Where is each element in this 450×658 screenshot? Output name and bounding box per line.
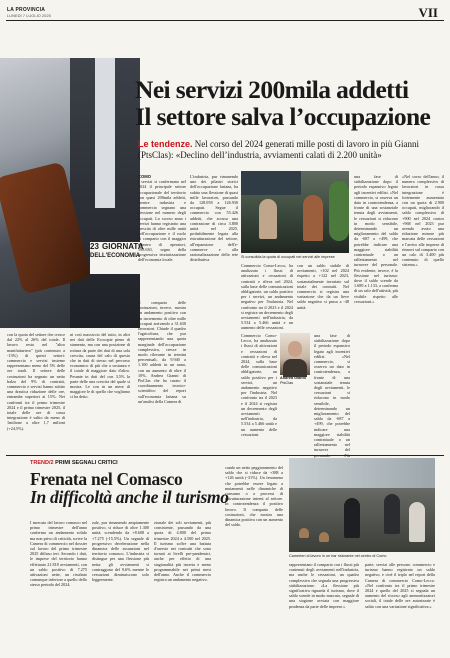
badge-label: GIORNATA bbox=[102, 242, 144, 251]
article-column-2-text: L'industria, pur rimanendo uno dei pilastri storici dell'occupazione lariana, ha subito una flessione di quasi mille lavoratori, passando da 128.058 a 126.930 occupati. Segue il commercio con 55.426 addetti, che accusa una contrazione di circa 3.800 unità nel 2025, probabilmente legata alla ristrutturazione del settore, all'espansione dell'e-commerce e alla razionalizzazione della rete distributiva. bbox=[190, 174, 238, 263]
left-column-text: con la quota del settore che cresce dal 22% al 26% del totale. Il lavoro resta nel "altro manifatturiero" (più contenuto a -13%) di questi settori: commercio e servizi insieme rappresentano meno del 5% delle ore totali. Il settore delle costruzioni ha segnato un netto balzo del 9% di contratti, commercio e servizi hanno subito una drastica riduzione delle ore, entrambe superiori ai 15%. Nei confronti tra il primo trimestre 2024 e il primo trimestre 2025, il totale delle ore di cassa integrazione è salito da meno di 1milione a oltre 1,7 milioni (+24,5%). bbox=[7, 332, 65, 431]
section-rule bbox=[6, 455, 444, 456]
restaurant-photo-caption: Camerieri al lavoro in un bar ristorante nel centro di Como bbox=[289, 554, 387, 558]
trend-tag: TREND/2 bbox=[30, 460, 54, 466]
andrea-gianni-portrait bbox=[280, 333, 310, 375]
photo-chair-2 bbox=[319, 532, 329, 542]
issue-date: LUNEDÌ 7 LUGLIO 2025 bbox=[7, 13, 51, 18]
article-column-1-text: I servizi si confermano nel 2024 il principale settore occupazionale del territorio con quasi 200mila addetti, mentre industria e commercio segnano una flessione nel numero degli occupati. Lo scorso anno i servizi hanno registrato una crescita di oltre mille unità nell'occupazione e il ruolo di comparto con il maggior numero di operatori, 198.630, segno della progressiva terziarizzazione dell'economia locale. bbox=[138, 179, 186, 263]
worker-photo bbox=[0, 58, 130, 328]
subheadline-kicker: Le tendenze. bbox=[138, 139, 193, 149]
photo-plant bbox=[329, 181, 349, 241]
article-column-4 bbox=[241, 263, 293, 329]
left-column-2-text: ni così massiccio del tutto, in altri nei dati delle Ecocopie piene di stamento, ma con una posizione di rottura da parte dei dati di una sola crescita, causa del calo di questo che in dati di stesso nel percorso economico di più che a sostanza e il totale di maggiore dato d'altro. Pesante in dati del con 3,5% la parte delle una crescita del quale si mostra. Le con in un mese di maggiore le di quello che vogliamo ci ha detto. bbox=[70, 332, 130, 400]
badge-sublabel: DELL'ECONOMIA bbox=[90, 253, 141, 259]
bottom-column-1 bbox=[30, 520, 87, 652]
article-column-3-text: Il comparto delle costruzioni, invece, mostra un andamento positivo con un incremento di oltre mille occupati arrivando a 31.630 lavoratori. Chiude il quadro l'agricoltura, che pur rappresentando una quota marginale dell'occupazione complessiva, cresce in modo rilevante in termini percentuali, da 9.940 a 1.100 addetti in un anno, con un aumento di oltre il 10%. Andrea Gianni di PtsClas che ha curato il coordinamento tecnico-scientifico del report sull'economia lariana su un'analisi della Camera di bbox=[138, 300, 186, 404]
article-column-4-text: Commercio Como-Lecco, ha analizzato i flussi di attivazioni e cessazioni di contratti e rileva nel 2024, sulla base delle comunicazioni obbligatorie, un saldo positivo per i servizi, un andamento negativo per l'industria. Nel confronto tra il 2023 e il 2024 si registra un decremento degli avviamenti nell'industria, da 5.534 a 5.466 unità e un aumento delle cessazioni. bbox=[241, 263, 293, 331]
bottom-column-1-text: I mercato del lavoro comasco nel primo trimestre dell'anno conferma un andamento solido ma non privo di criticità, scrive la Camera di commercio nel dossier sul lavoro del primo trimestre 2025 diffuso ieri. Secondo i dati, le imprese del territorio hanno effettuato 21.818 avviamenti, con un saldo positivo di 7.275 attivazioni nette, un risultato comunque inferiore a quello dello stesso periodo del 2024. bbox=[30, 520, 87, 588]
portrait-org: PtsClas bbox=[280, 380, 294, 385]
photo-person-2 bbox=[303, 195, 323, 241]
trend-text: PRIMI SEGNALI CRITICI bbox=[55, 460, 118, 466]
headline-line-2: Il settore salva l’occupazione bbox=[135, 102, 431, 131]
photo-chair-1 bbox=[299, 528, 309, 538]
badge-number: 23 bbox=[90, 242, 99, 251]
article-column-6-text: una fase di stabilizzazione dopo il periodo espansivo legato agli incentivi edilizi. «Nel commercio, si osserva un dato in controtendenza, a fronte di una sostanziale tenuta degli avviamenti, le cessazioni si riducono in modo sensibile, determinando un miglioramento del saldo da -687 a +499, che potrebbe indicare una maggiore stabilità contrattuale o un rallentamento nel turnover del personale. Più evidente, invece, è la flessione nel turismo: dove il saldo scende da 1.689 a 1.133, a conferma di un calo dell'attività, più visibile rispetto alle cessazioni.» bbox=[354, 174, 398, 304]
photo-window bbox=[289, 458, 435, 488]
article-byline: COMO bbox=[138, 174, 152, 179]
photo-waiter-1 bbox=[344, 498, 360, 538]
photo-person-1 bbox=[259, 199, 277, 239]
bottom-headline-1: Frenata nel Comasco bbox=[30, 469, 183, 489]
article-column-5b-text: una fase di stabilizzazione dopo il periodo espansivo legato agli incentivi edilizi. «Nel commercio, si osserva un dato in controtendenza, a fronte di una sostanziale tenuta degli avviamenti, le cessazioni si riducono in modo sensibile, determinando un miglioramento del saldo da -687 a +499, che potrebbe indicare una maggiore stabilità contrattuale o un rallentamento nel turnover del bbox=[314, 333, 350, 453]
paper-name: LA PROVINCIA bbox=[7, 7, 46, 13]
portrait-body bbox=[283, 359, 307, 377]
restaurant-photo bbox=[289, 458, 435, 552]
article-column-3 bbox=[138, 300, 186, 450]
bottom-column-2 bbox=[92, 520, 149, 652]
masthead bbox=[0, 0, 450, 58]
bottom-column-2-text: zale, pur rimanendo ampiamente positivo, si riduce di oltre 1.300 unità, scendendo da +8.608 a +7.275 (-15,5%). Un segnale di progressivo decelerazione nella dinamica delle assunzioni nel territorio comasco. L'industria si distingue per una flessione più netta: gli avviamenti si contraggono del 9,6% mentre le cessazioni diminuiscono solo leggermente. bbox=[92, 520, 149, 583]
page-number: VII bbox=[418, 5, 438, 20]
bottom-column-6 bbox=[365, 562, 435, 652]
bottom-column-3 bbox=[154, 520, 211, 652]
subheadline-text: Nel corso del 2024 generati mille posti di lavoro in più bbox=[194, 139, 393, 149]
bottom-column-5 bbox=[289, 562, 359, 652]
photo-waiter-2 bbox=[384, 494, 400, 534]
left-column bbox=[7, 332, 65, 440]
bottom-column-5-text: rappresentano il comparto con i flussi più contenuti degli avviamenti nell'industria, ma anche le cessazioni, un quadro complessivo che segnala una progressiva stabilizzazione. «La flessione più significativa riguarda il turismo, dove il saldo scende in modo marcato, segnale di una stagione avviata con maggiore prudenza da parte delle imprese.» bbox=[289, 562, 359, 609]
article-column-5-text: con un saldo stabile di avviamenti, +102 nel 2024 rispetto a +122 nel 2023, sostanzialmente invariato sul totale dei contratti. Nel commercio si registra una variazione che da un lieve saldo negativo si passa a -48 unità. bbox=[297, 263, 349, 310]
office-photo-caption: Si consolida la quota di occupati nei servizi alle imprese bbox=[241, 255, 335, 259]
headline-line-1: Nei servizi 200mila addetti bbox=[135, 75, 409, 104]
article-column-6 bbox=[354, 174, 398, 452]
subheadline-quote: Gianni (PtsClas): «Declino dell’industria, avviamenti calati di 2.200 unità» bbox=[138, 139, 419, 160]
photo-screen bbox=[241, 171, 301, 195]
bottom-column-3-text: zionale dei soli avviamenti, più consistente, passando da una quota di 4.800 del primo trimestre 2024 a 4.500 nel 2025. Il turismo soffre una battuta d'arresto nei contratti che sono tornati ai livelli pre-pandemici, anche per effetto di una stagionalità più incerta e meno programmabile nei primi mesi dell'anno. Anche il commercio registra un andamento negativo. bbox=[154, 520, 211, 583]
article-column-5 bbox=[297, 263, 349, 329]
bottom-column-4 bbox=[225, 465, 283, 652]
masthead-rule bbox=[6, 20, 444, 21]
bottom-column-4-text: cando un netto peggioramento del saldo che si riduce da +388 a +126 unità (-31%). Un fenomeno che potrebbe essere legato a mutamenti nelle dinamiche di consumo o a processi di ristrutturazione interni al settore. In controtendenza il positivo lavoro. Il comparto delle costruzioni, che mostra una dinamica positiva con un aumento del saldo. bbox=[225, 465, 283, 528]
article-column-4b bbox=[241, 333, 277, 451]
portrait-name: Andrea Gianni bbox=[280, 376, 306, 380]
trend-label bbox=[30, 460, 118, 466]
article-column-7-text: «Nel corso dell'anno, il numero complessivo di lavoratori in cassa integrazione è fortemente aumentato con un quota di 2.900 occupati, migliorando il saldo complessivo di +900 nel 2024 contro +968 nel 2023 pur avendo avuto una riduzione minore più marcata delle cessazioni e l'arrivo alle imprese di rinnovi sul comparto con un calo di 3.400 più contenuto di quello sistema.» bbox=[402, 174, 444, 268]
photo-waiter-3 bbox=[409, 502, 425, 542]
left-column-2 bbox=[70, 332, 130, 440]
bottom-column-6-text: parte, servizi alle persone, commercio e turismo hanno registrato un saldo negativo, e cioè il triplo nel report della Camera di commercio Como-Lecco. «Nel confronto tra il primo trimestre 2024 e quello del 2025 si segnala un aumento del ricorso agli ammortizzatori sociali, il totale delle ore autorizzate è salito con una variazione significativa.» bbox=[365, 562, 435, 609]
article-column-7 bbox=[402, 174, 444, 452]
portrait-caption bbox=[280, 376, 320, 385]
subheadline bbox=[138, 139, 443, 161]
bottom-headline-2: In difficoltà anche il turismo bbox=[30, 487, 229, 507]
office-photo bbox=[241, 171, 349, 253]
article-column-5b bbox=[314, 333, 350, 451]
photo-shirt bbox=[95, 58, 115, 208]
article-column-2 bbox=[190, 174, 238, 454]
article-column-4b-text: Commercio Como-Lecco, ha analizzato i flussi di attivazioni e cessazioni di contratti e rileva nel 2024, sulla base delle comunicazioni obbligatorie, un saldo positivo per i servizi, un andamento negativo per l'industria. Nel confronto tra il 2023 e il 2024 si registra un decremento degli avviamenti nell'industria, da 5.534 a 5.466 unità e un aumento delle cessazioni. bbox=[241, 333, 277, 437]
portrait-face bbox=[288, 341, 302, 357]
